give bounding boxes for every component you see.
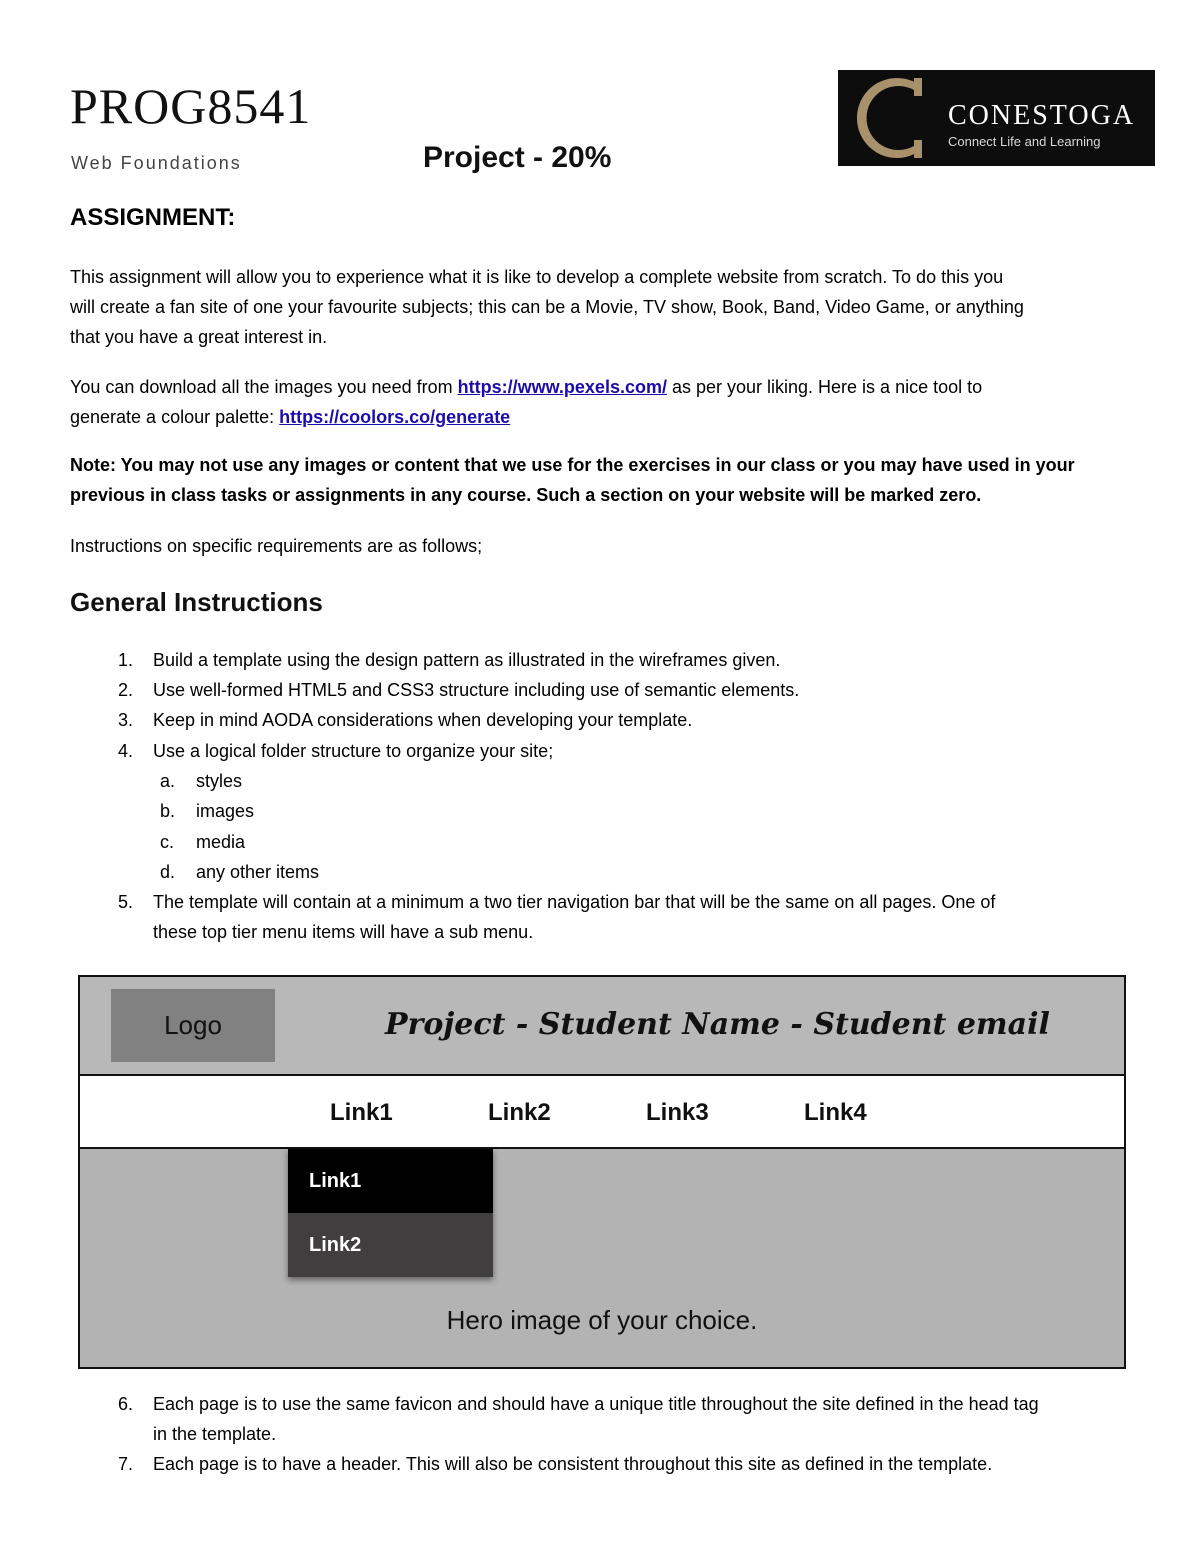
nav-link-3[interactable]: Link3 <box>646 1099 709 1126</box>
paragraph-text: as per your liking. Here is a nice tool to <box>666 377 983 397</box>
list-item <box>0 705 1200 735</box>
list-text: Keep in mind AODA considerations when developing your template. <box>153 710 693 730</box>
paragraph-line: that you have a great interest in. <box>70 327 328 347</box>
list-text <box>153 887 1133 947</box>
paragraph-text: generate a colour palette: <box>70 407 280 427</box>
assignment-paragraph <box>70 262 1130 352</box>
list-number: 1. <box>118 650 134 670</box>
paragraph-line: will create a fan site of one your favourite subjects; this can be a Movie, TV show, Book, Band, Video Game, or anything <box>70 297 1024 317</box>
course-code: PROG8541 <box>70 78 312 134</box>
sub-list-item <box>0 857 1200 887</box>
dropdown-menu <box>288 1149 493 1277</box>
note-line: previous in class tasks or assignments in any course. Such a section on your website will be marked zero. <box>70 485 982 505</box>
list-text <box>153 1389 1133 1449</box>
pexels-link[interactable]: https://www.pexels.com/ <box>457 377 667 397</box>
sub-list-letter: b. <box>160 801 176 821</box>
sub-list-text: styles <box>196 771 243 791</box>
coolors-link[interactable]: https://coolors.co/generate <box>279 407 511 427</box>
general-instructions-heading: General Instructions <box>70 587 323 617</box>
sub-list-text: any other items <box>196 862 320 882</box>
list-number: 2. <box>118 680 134 700</box>
paragraph-line: This assignment will allow you to experience what it is like to develop a complete website from scratch. To do this you <box>70 267 1004 287</box>
list-text: Use a logical folder structure to organize your site; <box>153 741 554 761</box>
dropdown-item-link1[interactable] <box>288 1149 493 1213</box>
list-number: 5. <box>118 892 134 912</box>
resources-paragraph <box>70 372 1130 432</box>
list-item <box>0 645 1200 675</box>
sub-list-text: media <box>196 832 246 852</box>
list-number: 6. <box>118 1394 134 1414</box>
hero-caption: Hero image of your choice. <box>446 1305 758 1335</box>
list-text: Each page is to have a header. This will also be consistent throughout this site as defined in the template. <box>153 1454 993 1474</box>
sub-list-letter: d. <box>160 862 176 882</box>
list-item <box>0 1389 1200 1449</box>
list-number: 7. <box>118 1454 134 1474</box>
wireframe-header <box>80 977 1124 1076</box>
list-text-line: Each page is to use the same favicon and should have a unique title throughout the site defined in the head tag <box>153 1394 1039 1414</box>
logo-wordmark: CONESTOGA <box>948 100 1136 131</box>
note-paragraph <box>70 450 1130 510</box>
paragraph-text: You can download all the images you need from <box>70 377 458 397</box>
sub-list-item <box>0 766 1200 796</box>
list-text-line: in the template. <box>153 1424 277 1444</box>
sub-list-letter: c. <box>160 832 175 852</box>
list-item <box>0 736 1200 766</box>
sub-list-letter: a. <box>160 771 176 791</box>
list-text: Use well-formed HTML5 and CSS3 structure including use of semantic elements. <box>153 680 800 700</box>
dropdown-item-label: Link2 <box>309 1234 362 1256</box>
note-line: Note: You may not use any images or content that we use for the exercises in our class or you may have used in your <box>70 455 1075 475</box>
wireframe-diagram <box>78 975 1126 1369</box>
dropdown-item-label: Link1 <box>309 1170 362 1192</box>
wireframe-logo: Logo <box>111 989 275 1062</box>
sub-list-item <box>0 827 1200 857</box>
wireframe-nav <box>80 1076 1124 1149</box>
conestoga-logo <box>838 70 1155 166</box>
nav-link-1[interactable]: Link1 <box>330 1099 393 1126</box>
list-number: 4. <box>118 741 134 761</box>
list-text-line: The template will contain at a minimum a two tier navigation bar that will be the same on all pages. One of <box>153 892 996 912</box>
nav-link-2[interactable]: Link2 <box>488 1099 551 1126</box>
list-item <box>0 1449 1200 1479</box>
dropdown-item-link2[interactable] <box>288 1213 493 1277</box>
sub-list-item <box>0 796 1200 826</box>
list-number: 3. <box>118 710 134 730</box>
list-text: Build a template using the design pattern as illustrated in the wireframes given. <box>153 650 781 670</box>
course-name: Web Foundations <box>71 153 242 173</box>
assignment-heading: ASSIGNMENT: <box>70 204 236 231</box>
list-item <box>0 675 1200 705</box>
instructions-intro: Instructions on specific requirements are as follows; <box>70 536 483 556</box>
nav-link-4[interactable]: Link4 <box>804 1099 867 1126</box>
wireframe-title: Project - Student Name - Student email <box>385 1007 1050 1042</box>
list-text-line: these top tier menu items will have a sub menu. <box>153 922 534 942</box>
conestoga-c-logo-icon <box>846 74 934 162</box>
project-title: Project - 20% <box>423 141 612 174</box>
list-item <box>0 887 1200 947</box>
sub-list-text: images <box>196 801 255 821</box>
logo-tagline: Connect Life and Learning <box>948 134 1101 149</box>
